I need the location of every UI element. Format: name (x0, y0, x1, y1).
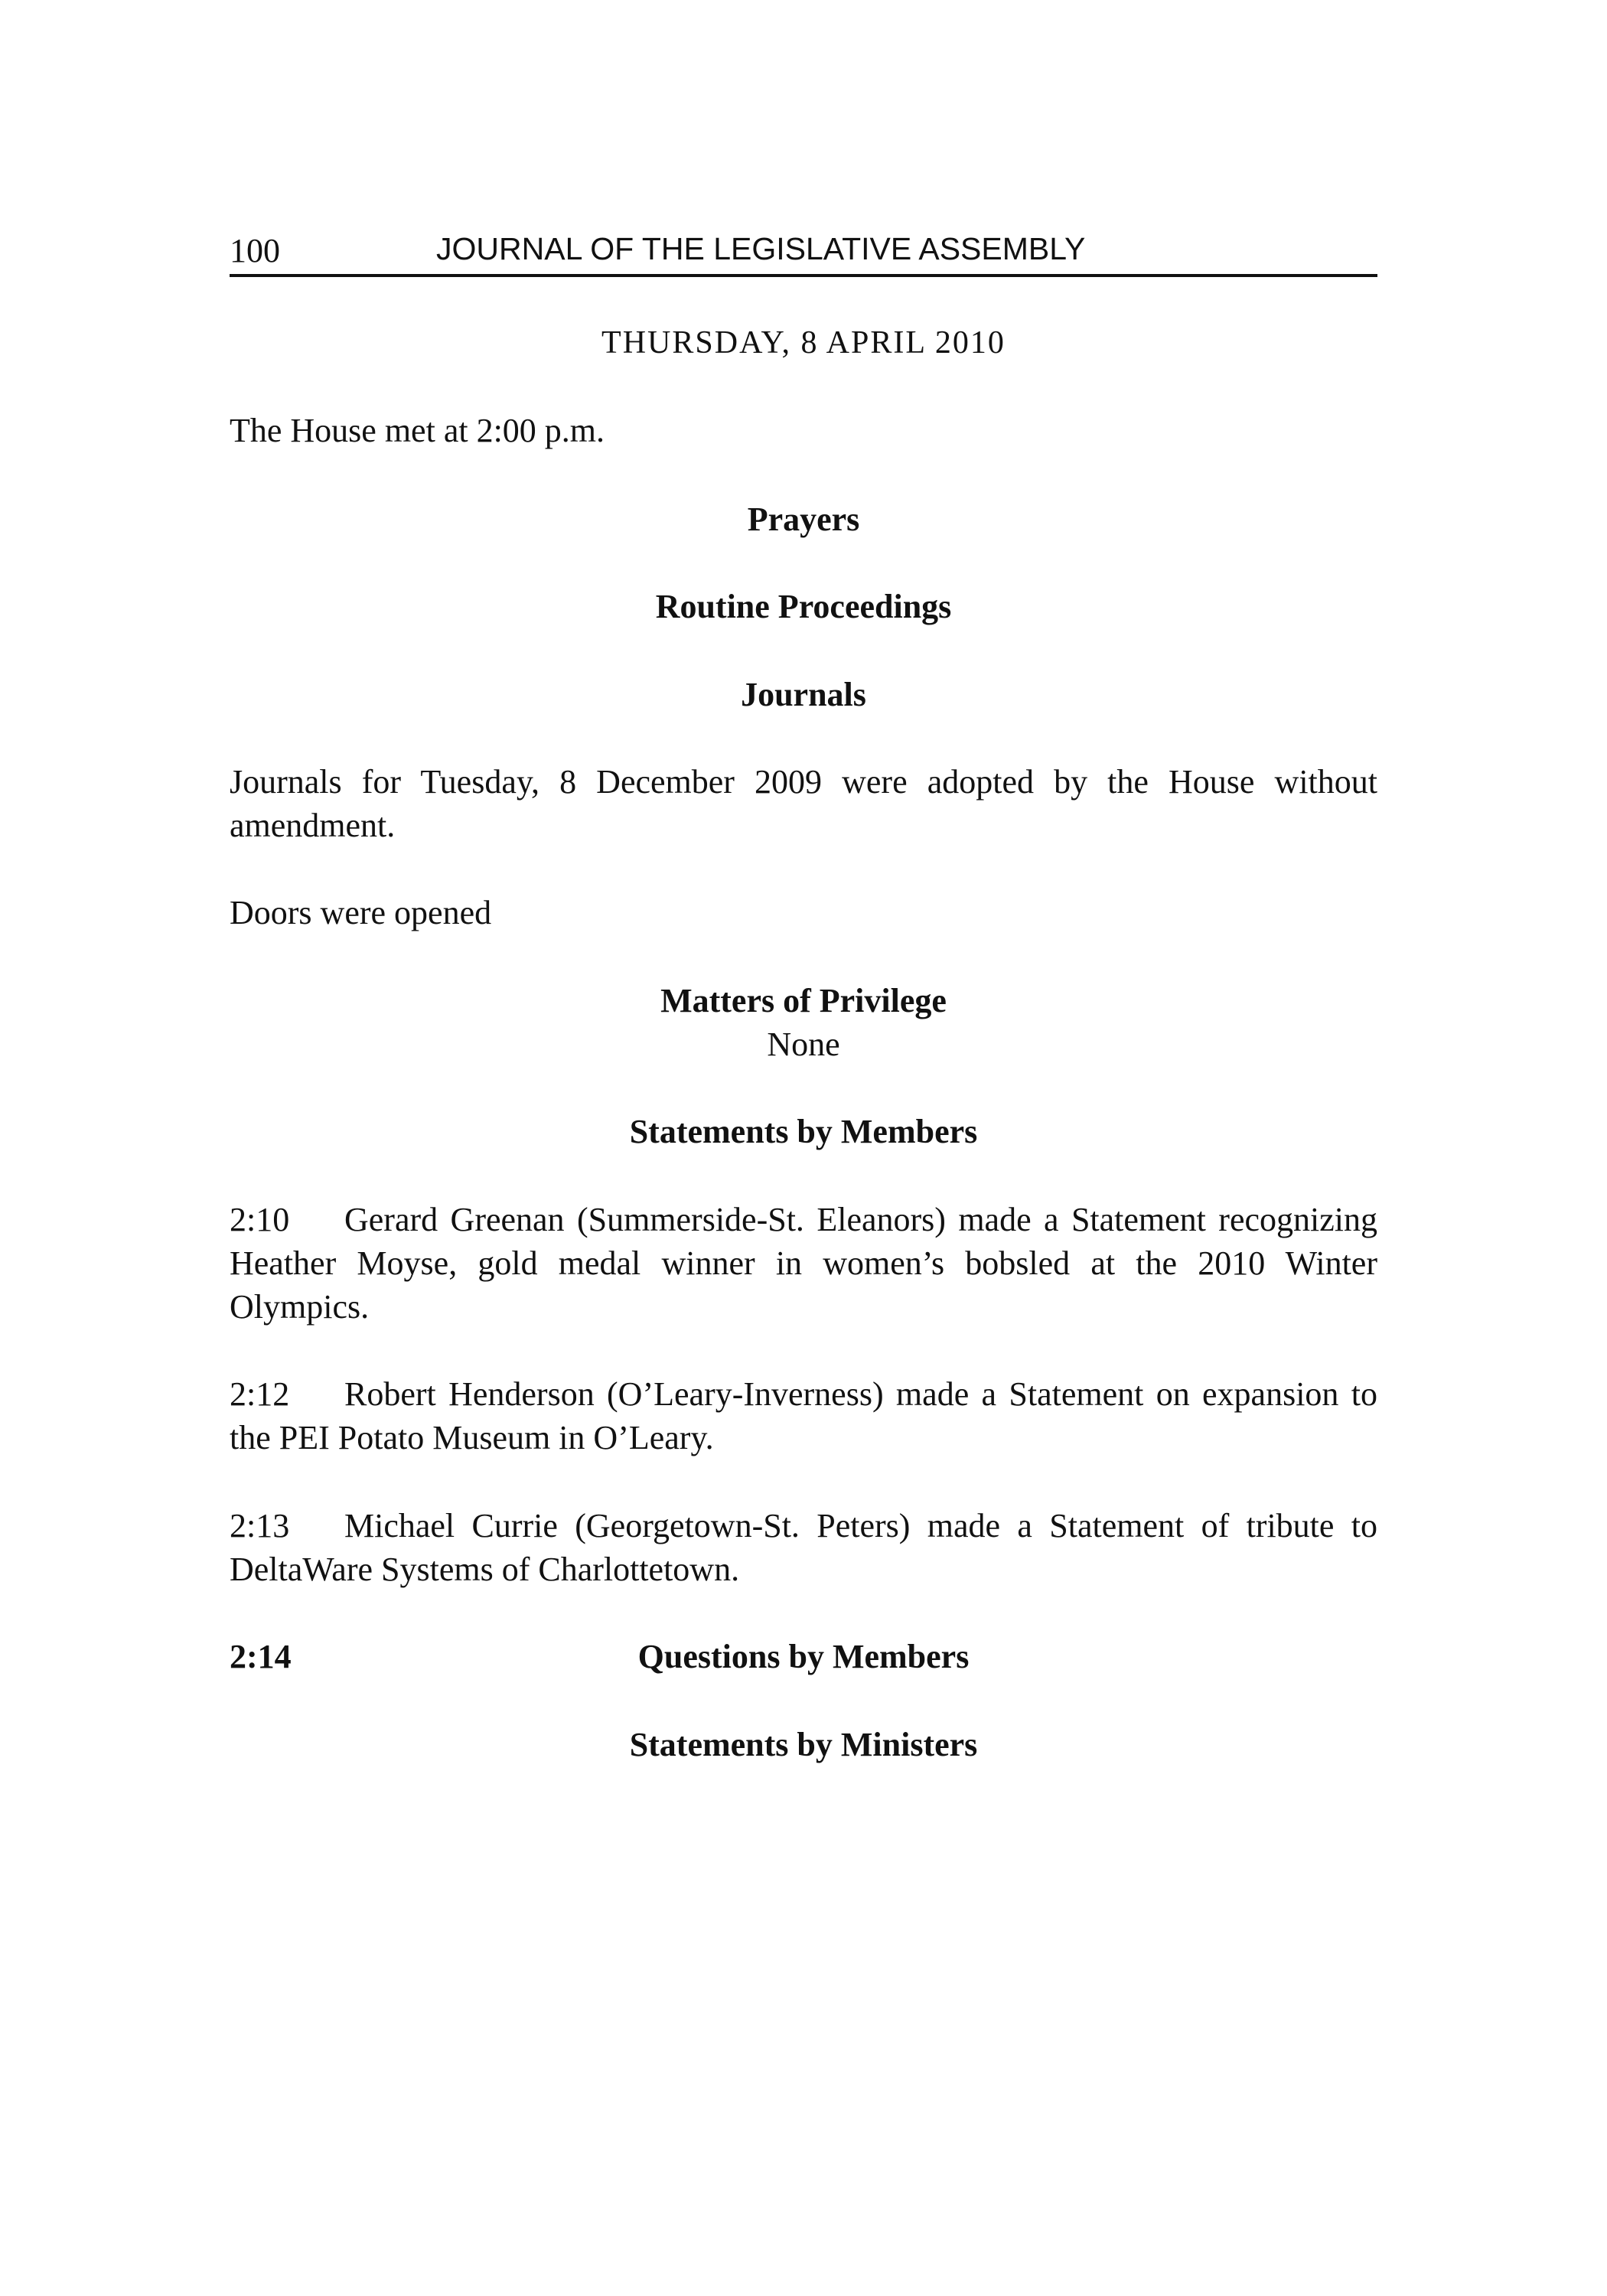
statement-entry (230, 1372, 1377, 1459)
heading-statements-by-members: Statements by Members (629, 1113, 978, 1150)
statement-entry (230, 1504, 1377, 1591)
statement-text: Michael Currie (Georgetown-St. Peters) made a Statement of tribute to DeltaWare Systems of Charlottetown. (230, 1507, 1377, 1588)
heading-prayers: Prayers (747, 501, 860, 538)
privilege-text: None (767, 1026, 840, 1063)
statement-time: 2:13 (230, 1507, 290, 1544)
opening-text: The House met at 2:00 p.m. (230, 412, 605, 449)
statement-text: Robert Henderson (O’Leary-Inverness) made a Statement on expansion to the PEI Potato Museum in O’Leary. (230, 1375, 1377, 1456)
doors-text: Doors were opened (230, 894, 492, 931)
sitting-date: THURSDAY, 8 APRIL 2010 (601, 325, 1006, 360)
heading-journals: Journals (741, 676, 866, 713)
heading-questions-by-members: Questions by Members (637, 1638, 970, 1675)
journals-text: Journals for Tuesday, 8 December 2009 were adopted by the House without amendment. (230, 763, 1377, 844)
statement-time: 2:12 (230, 1375, 290, 1413)
questions-time: 2:14 (230, 1638, 292, 1675)
running-title: JOURNAL OF THE LEGISLATIVE ASSEMBLY (436, 231, 1086, 266)
page-number: 100 (230, 232, 280, 269)
statement-entry (230, 1198, 1377, 1329)
questions-line (230, 1635, 1377, 1678)
statement-text: Gerard Greenan (Summerside-St. Eleanors) made a Statement recognizing Heather Moyse, gold medal winner in women’s bobsled at the 2010 Winter Olympics. (230, 1201, 1377, 1326)
heading-matters-of-privilege: Matters of Privilege (660, 982, 947, 1019)
journal-page (230, 0, 1377, 2296)
statement-time: 2:10 (230, 1201, 290, 1238)
heading-statements-by-ministers: Statements by Ministers (629, 1726, 978, 1763)
heading-routine-proceedings: Routine Proceedings (655, 588, 952, 625)
page-header (230, 227, 1377, 277)
